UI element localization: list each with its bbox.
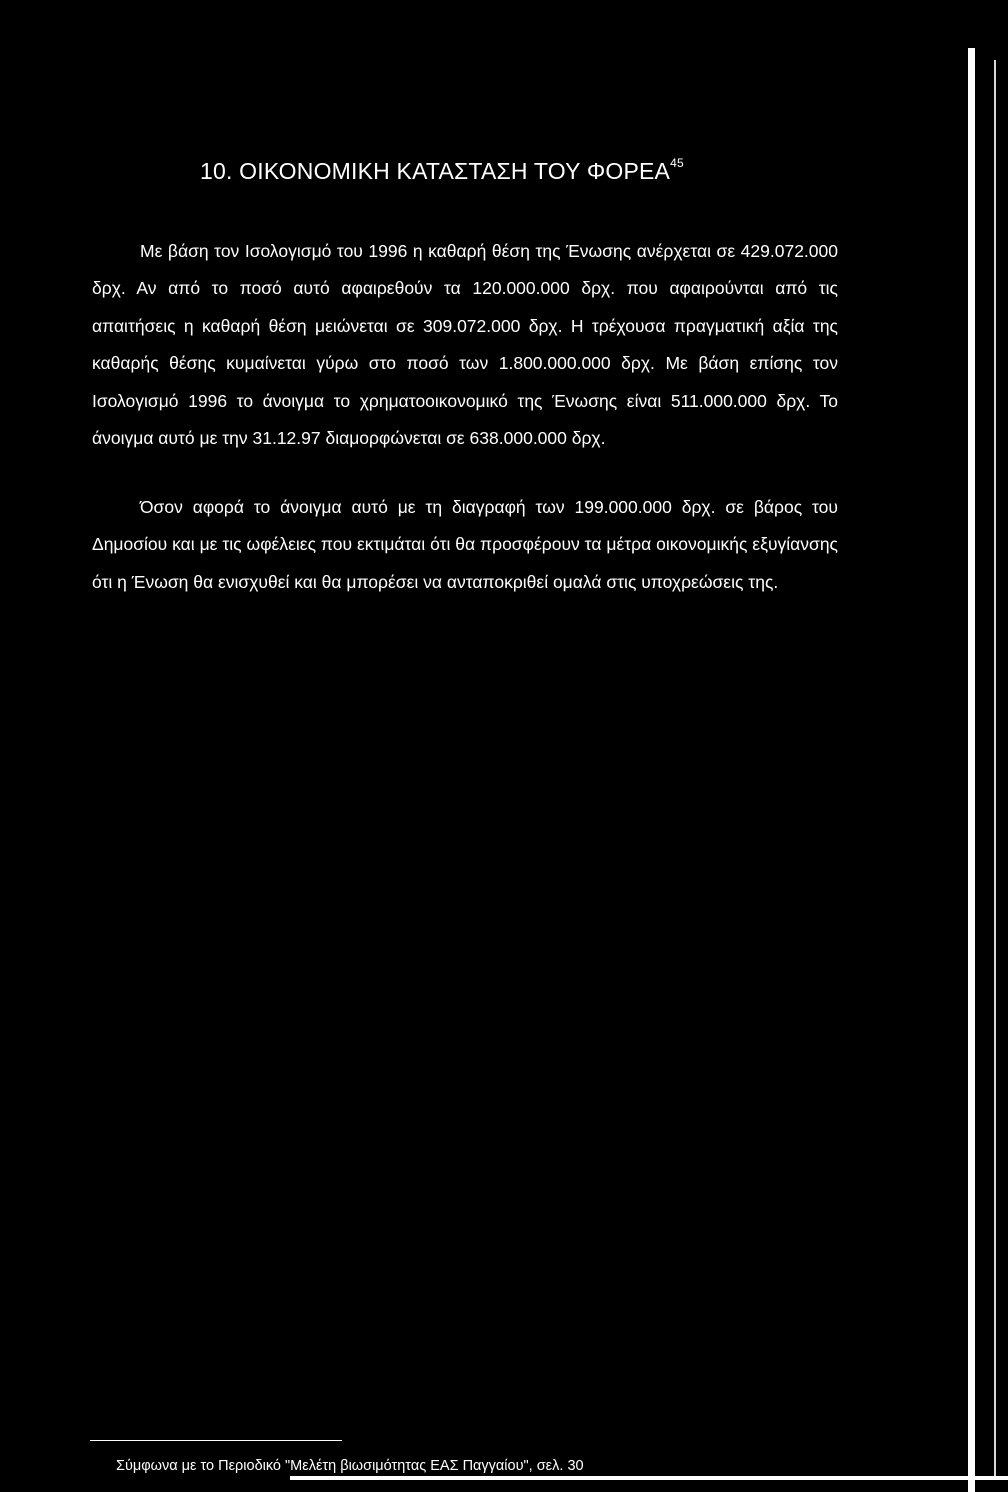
section-heading-text: 10. ΟΙΚΟΝΟΜΙΚΗ ΚΑΤΑΣΤΑΣΗ ΤΟΥ ΦΟΡΕΑ	[200, 158, 671, 184]
paragraph-exposure-outlook: Όσον αφορά το άνοιγμα αυτό με τη διαγραφή των 199.000.000 δρχ. σε βάρος του Δημοσίου και με τις ωφέλειες που εκτιμάται ότι θα προσφέρουν τα μέτρα οικονομικής εξυγίανσης ότι η Ένωση θα ενισχυθεί και θα μπορέσει να ανταποκριθεί ομαλά στις υποχρεώσεις της.	[92, 497, 838, 592]
scan-edge-right	[968, 48, 975, 1492]
footnote-divider	[90, 1440, 342, 1441]
scan-edge-right-inner	[994, 60, 996, 1480]
footnote-reference: 45	[670, 156, 684, 170]
footnote: Σύμφωνα με το Περιοδικό "Μελέτη βιωσιμότητας ΕΑΣ Παγγαίου", σελ. 30	[116, 1458, 584, 1474]
paragraph-financial-position: Με βάση τον Ισολογισμό του 1996 η καθαρή θέση της Ένωσης ανέρχεται σε 429.072.000 δρχ. Αν από το ποσό αυτό αφαιρεθούν τα 120.000.000 δρχ. που αφαιρούνται από τις απαιτήσεις η καθαρή θέση μειώνεται σε 309.072.000 δρχ. Η τρέχουσα πραγματική αξία της καθαρής θέσης κυμαίνεται γύρω στο ποσό των 1.800.000.000 δρχ. Με βάση επίσης τον Ισολογισμό 1996 το άνοιγμα το χρηματοοικονομικό της Ένωσης είναι 511.000.000 δρχ. Το άνοιγμα αυτό με την 31.12.97 διαμορφώνεται σε 638.000.000 δρχ.	[92, 241, 838, 449]
section-heading	[200, 156, 684, 185]
